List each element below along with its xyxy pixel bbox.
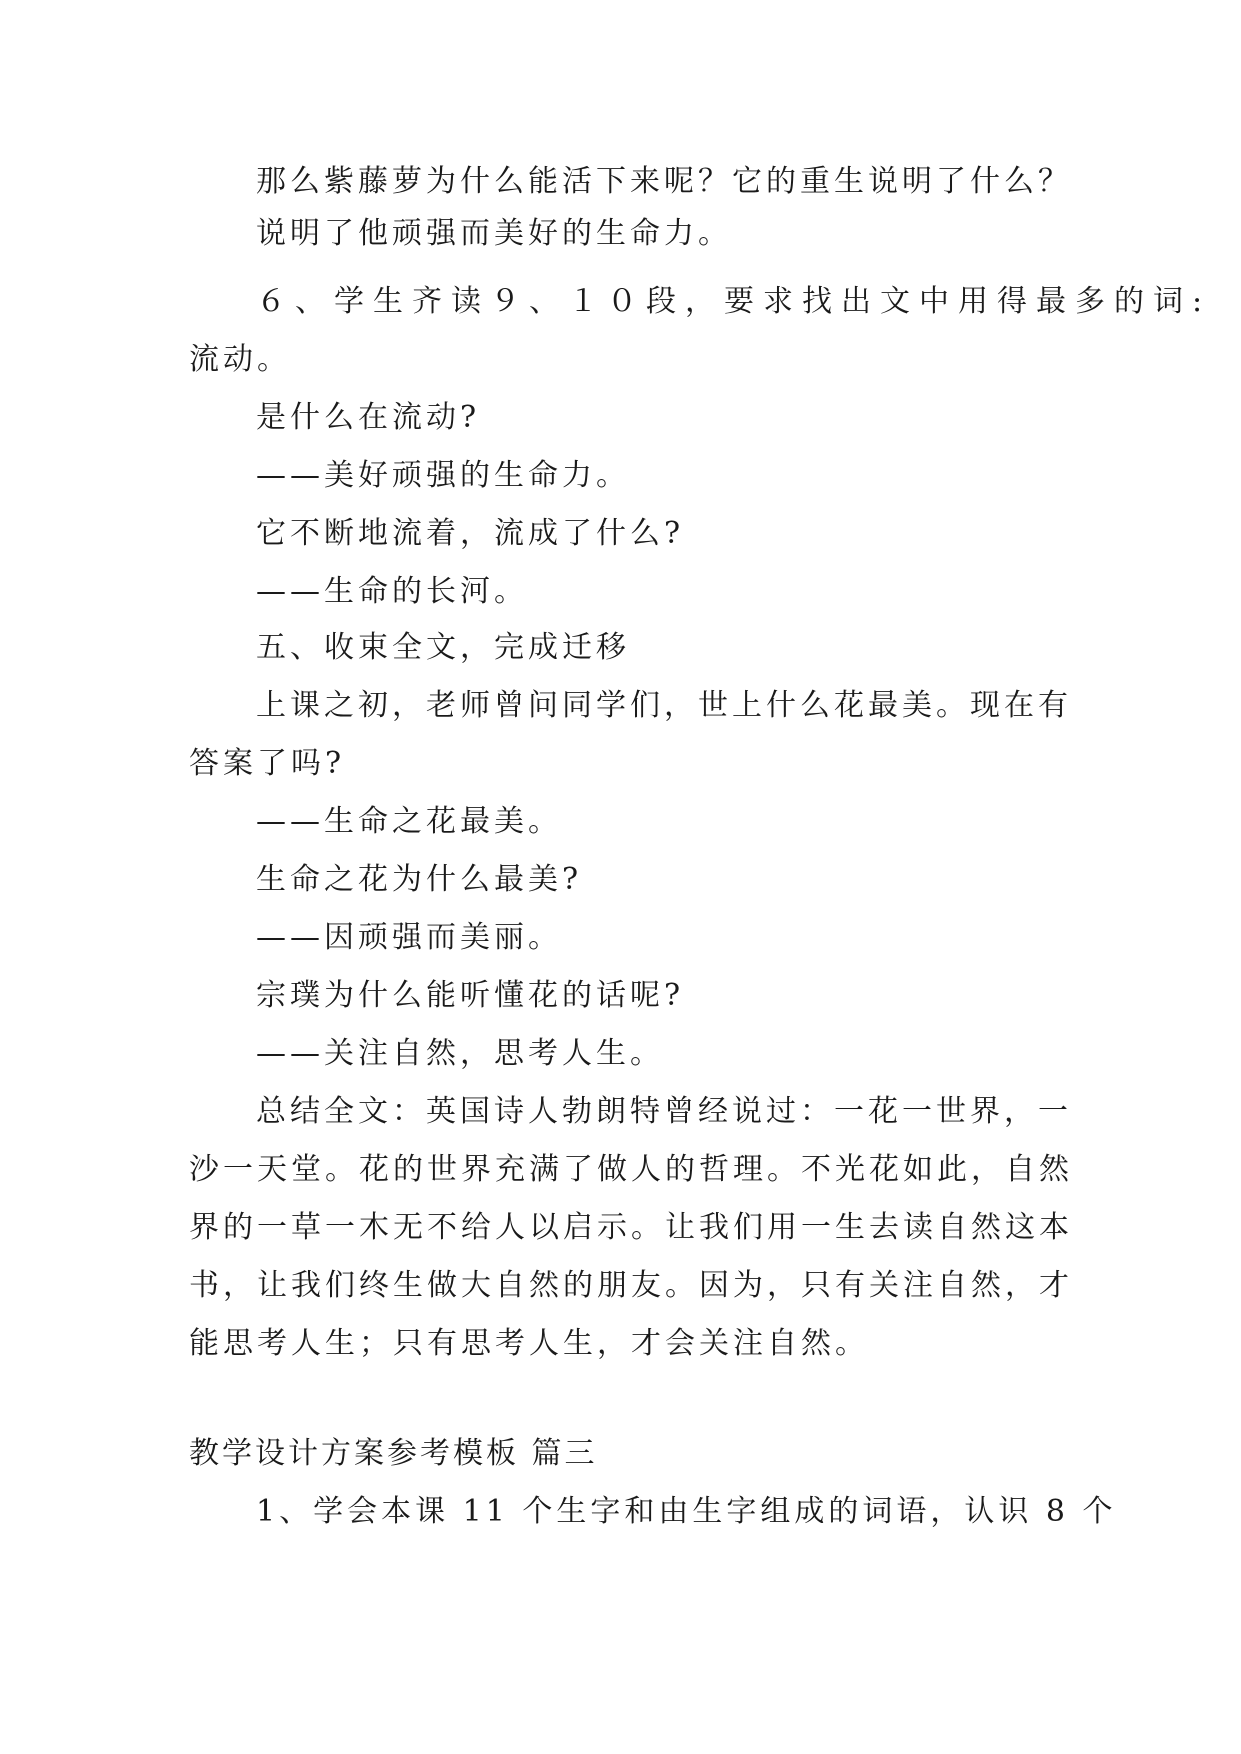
paragraph-line: 宗璞为什么能听懂花的话呢? bbox=[256, 978, 685, 1013]
paragraph-line: 生命之花为什么最美? bbox=[256, 862, 583, 897]
paragraph-line: 说明了他顽强而美好的生命力。 bbox=[256, 216, 732, 251]
paragraph-line: 沙一天堂。花的世界充满了做人的哲理。不光花如此，自然 bbox=[189, 1152, 1073, 1187]
paragraph-line: 五、收束全文，完成迁移 bbox=[256, 630, 630, 665]
paragraph-line: 是什么在流动? bbox=[256, 400, 481, 435]
paragraph-line: 答案了吗? bbox=[189, 746, 346, 781]
section-heading: 教学设计方案参考模板 篇三 bbox=[189, 1436, 598, 1471]
paragraph-line: 能思考人生；只有思考人生，才会关注自然。 bbox=[189, 1326, 869, 1361]
paragraph-line: ——关注自然，思考人生。 bbox=[256, 1036, 664, 1071]
paragraph-line: 上课之初，老师曾问同学们，世上什么花最美。现在有 bbox=[256, 688, 1072, 723]
paragraph-line: ——生命的长河。 bbox=[256, 574, 528, 609]
paragraph-line: 那么紫藤萝为什么能活下来呢？它的重生说明了什么？ bbox=[256, 164, 1072, 199]
paragraph-line: 书，让我们终生做大自然的朋友。因为，只有关注自然，才 bbox=[189, 1268, 1073, 1303]
paragraph-line: ——生命之花最美。 bbox=[256, 804, 562, 839]
paragraph-line: ６、学生齐读９、１０段，要求找出文中用得最多的词: bbox=[256, 284, 1212, 319]
paragraph-line: 1、学会本课 11 个生字和由生字组成的词语，认识 8 个 bbox=[256, 1494, 1117, 1529]
paragraph-line: 它不断地流着，流成了什么? bbox=[256, 516, 685, 551]
paragraph-line: ——美好顽强的生命力。 bbox=[256, 458, 630, 493]
paragraph-line: 流动。 bbox=[189, 342, 291, 377]
paragraph-line: 总结全文：英国诗人勃朗特曾经说过：一花一世界，一 bbox=[256, 1094, 1072, 1129]
paragraph-line: ——因顽强而美丽。 bbox=[256, 920, 562, 955]
paragraph-line: 界的一草一木无不给人以启示。让我们用一生去读自然这本 bbox=[189, 1210, 1073, 1245]
